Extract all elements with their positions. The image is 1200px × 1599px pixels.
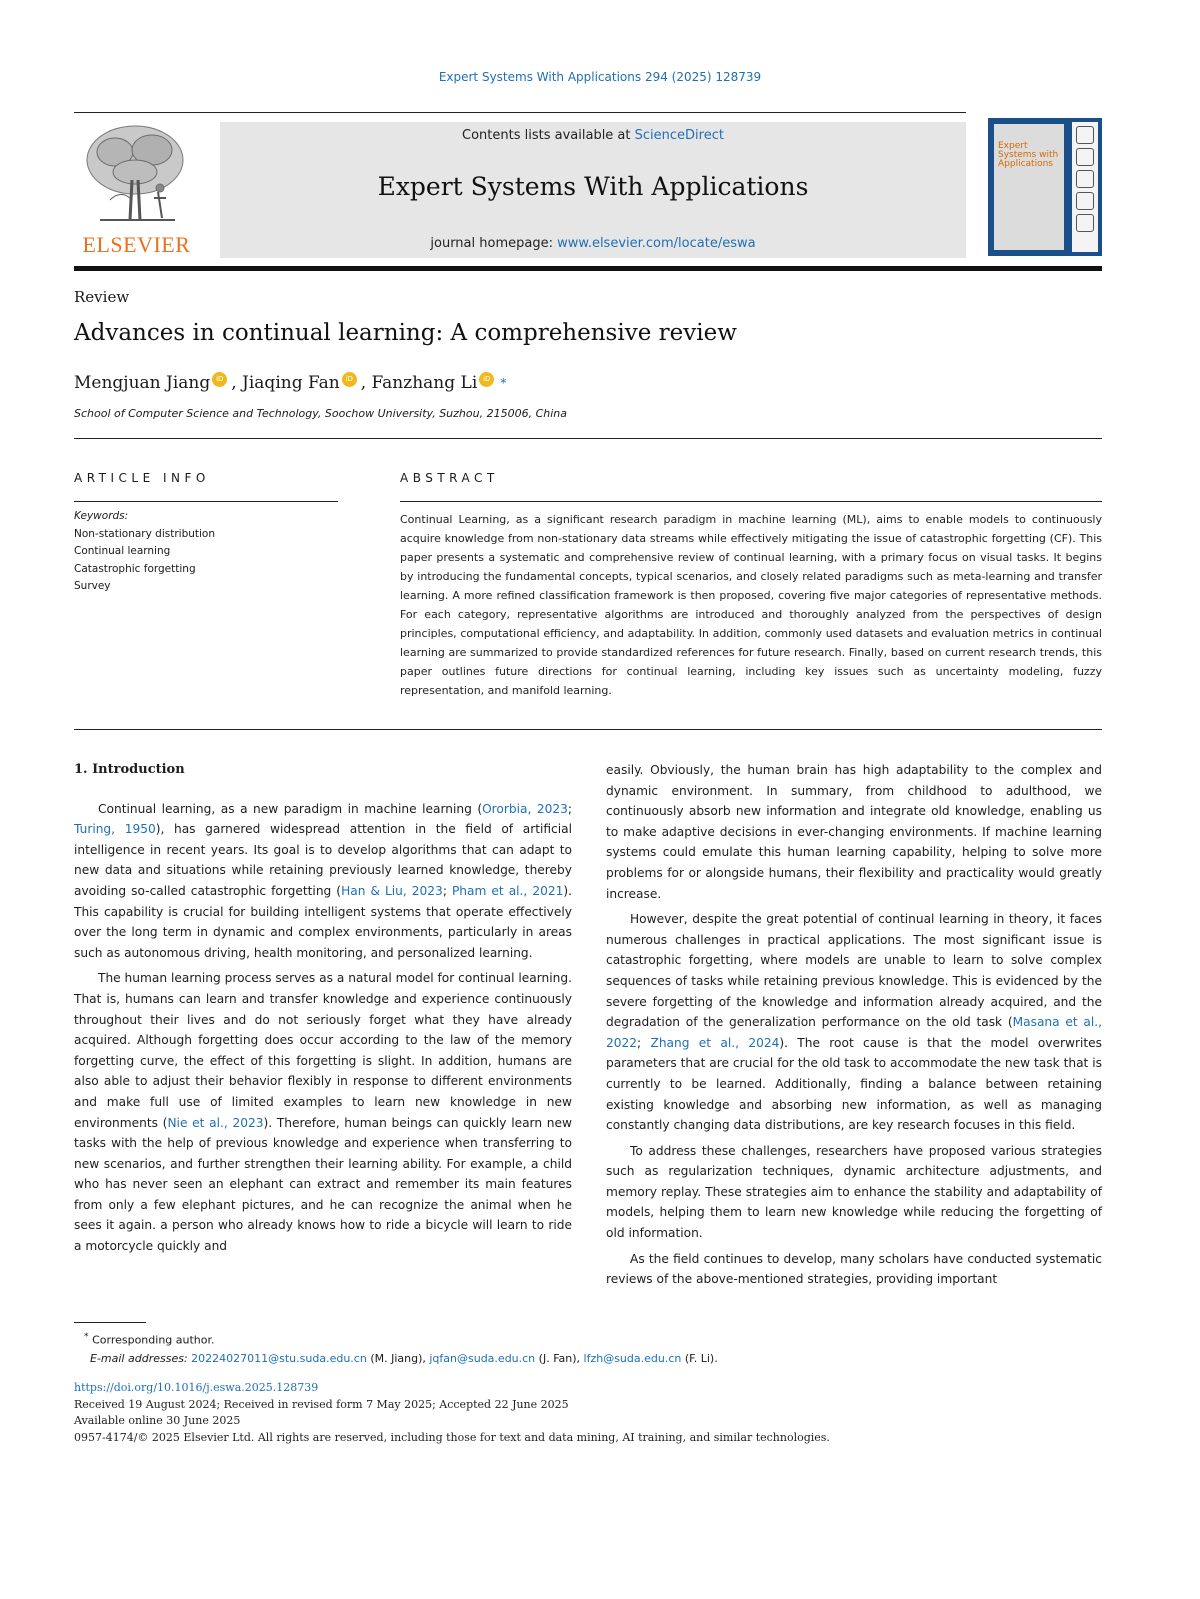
footnote-emails — [74, 1350, 1102, 1368]
abstract-divider — [400, 501, 1102, 502]
orcid-icon[interactable]: iD — [479, 372, 494, 387]
homepage-prefix: journal homepage: — [430, 236, 558, 251]
abstract-bottom-divider — [74, 729, 1102, 730]
paragraph: As the field continues to develop, many scholars have conducted systematic reviews of the above-mentioned strategies, providing important — [606, 1251, 1102, 1287]
article-title: Advances in continual learning: A comprehensive review — [74, 320, 737, 346]
email-owner: (M. Jiang), — [370, 1351, 426, 1365]
keyword: Continual learning — [74, 545, 171, 557]
section-heading-introduction: 1. Introduction — [74, 762, 185, 777]
cover-title: Expert Systems with Applications — [998, 141, 1059, 169]
orcid-icon[interactable]: iD — [212, 372, 227, 387]
available-online: Available online 30 June 2025 — [74, 1414, 241, 1427]
author-separator: , — [360, 372, 367, 393]
keyword: Survey — [74, 580, 111, 592]
masthead-divider — [74, 266, 1102, 271]
footnote-mark: * — [84, 1331, 89, 1342]
keywords-block — [74, 508, 215, 596]
copyright: 0957-4174/© 2025 Elsevier Ltd. All rights are reserved, including those for text and data mining, AI training, and similar technologies. — [74, 1430, 830, 1444]
publisher-name: ELSEVIER — [82, 232, 191, 257]
paragraph: Continual learning, as a new paradigm in machine learning (Ororbia, 2023; Turing, 1950), has garnered widespread attention in the field of artificial intelligence in recent years. Its goal is to develop algorithms that can adapt to new data and situations while retaining previously learned knowledge, thereby avoiding so-called catastrophic forgetting (Han & Liu, 2023; Pham et al., 2021). This capability is crucial for building intelligent systems that operate effectively over the long term in dynamic and complex environments, particularly in areas such as autonomous driving, health monitoring, and personalized learning. — [74, 801, 572, 960]
email-link[interactable]: 20224027011@stu.suda.edu.cn — [191, 1351, 367, 1365]
author-name[interactable]: Mengjuan Jiang — [74, 372, 211, 393]
paragraph: The human learning process serves as a natural model for continual learning. That is, humans can learn and transfer knowledge and experience continuously throughout their lives and do not seriously forget what they have already acquired. Although forgetting does occur according to the law of the memory forgetting curve, the effect of this forgetting is slight. In addition, humans are also able to adjust their behavior flexibly in response to different environments and make full use of limited examples to learn new knowledge in new environments (Nie et al., 2023). Therefore, human beings can quickly learn new tasks with the help of previous knowledge and experience when transferring to new scenarios, and further strengthen their learning ability. For example, a child who has never seen an elephant can extract and remember its main features from only a few elephant pictures, and he can recognize the animal when he sees it again. a person who already knows how to ride a bicycle will learn to ride a motorcycle quickly and — [74, 971, 572, 1254]
footnote-corresponding-text: Corresponding author. — [92, 1333, 215, 1347]
elsevier-logo — [74, 120, 199, 260]
cover-icon — [1076, 192, 1094, 210]
paragraph: easily. Obviously, the human brain has high adaptability to the complex and dynamic environment. In summary, from childhood to adulthood, we continuously absorb new information and integrate old knowledge, enabling us to make adaptive decisions in ever-changing environments. If machine learning systems could emulate this human learning capability, helping to solve more problems for or alongside humans, their flexibility and practicality would greatly increase. — [606, 763, 1102, 901]
citation-link[interactable]: Nie et al., 2023 — [167, 1115, 264, 1130]
article-type: Review — [74, 288, 130, 306]
journal-homepage-link[interactable]: www.elsevier.com/locate/eswa — [557, 236, 756, 251]
email-owner: (J. Fan), — [538, 1351, 581, 1365]
journal-title: Expert Systems With Applications — [377, 172, 809, 201]
homepage-line — [220, 236, 966, 251]
sciencedirect-link[interactable]: ScienceDirect — [634, 128, 724, 143]
elsevier-tree-icon — [80, 120, 190, 232]
email-label: E-mail addresses: — [90, 1351, 188, 1365]
citation-link[interactable]: Han & Liu, 2023 — [341, 883, 443, 898]
cover-icon — [1076, 126, 1094, 144]
email-link[interactable]: lfzh@suda.edu.cn — [583, 1351, 682, 1365]
email-owner: (F. Li). — [684, 1351, 718, 1365]
orcid-icon[interactable]: iD — [342, 372, 357, 387]
author-name[interactable]: Jiaqing Fan — [242, 372, 340, 393]
keywords-label: Keywords: — [74, 510, 129, 522]
cover-icon — [1076, 170, 1094, 188]
author-name[interactable]: Fanzhang Li — [371, 372, 478, 393]
email-link[interactable]: jqfan@suda.edu.cn — [429, 1351, 536, 1365]
citation-link[interactable]: Zhang et al., 2024 — [650, 1035, 780, 1050]
cover-icon-strip — [1072, 122, 1098, 252]
paragraph: However, despite the great potential of continual learning in theory, it faces numerous challenges in practical applications. The most significant issue is catastrophic forgetting, where models are unable to learn to solve complex sequences of tasks while retaining previous knowledge. This is evidenced by the severe forgetting of the knowledge and information already acquired, and the degradation of the generalization performance on the old task (Masana et al., 2022; Zhang et al., 2024). The root cause is that the model overwrites parameters that are crucial for the old task to accommodate the new task that is currently to be learned. Additionally, finding a balance between retaining existing knowledge and absorbing new information, as well as managing constantly changing data distributions, are key research focuses in this field. — [606, 912, 1102, 1133]
paragraph: To address these challenges, researchers have proposed various strategies such as regularization techniques, dynamic architecture adjustments, and memory replay. These strategies aim to enhance the stability and adaptability of models, helping them to learn new knowledge while reducing the forgetting of old information. — [606, 1143, 1102, 1241]
cover-icon — [1076, 148, 1094, 166]
journal-masthead — [220, 122, 966, 258]
affiliation-divider — [74, 438, 1102, 439]
author-list — [74, 372, 506, 393]
doi-link[interactable]: https://doi.org/10.1016/j.eswa.2025.128739 — [74, 1381, 319, 1394]
abstract-heading: ABSTRACT — [400, 471, 499, 485]
author-separator: , — [231, 372, 237, 393]
publication-info — [74, 1380, 1102, 1446]
keyword: Non-stationary distribution — [74, 527, 215, 540]
article-info-heading: ARTICLE INFO — [74, 471, 210, 485]
header-divider — [74, 112, 966, 113]
body-column-right — [606, 760, 1102, 1295]
contents-line — [220, 128, 966, 143]
citation-link[interactable]: Masana et al., 2022 — [606, 1015, 1102, 1050]
affiliation: School of Computer Science and Technology, Soochow University, Suzhou, 215006, China — [74, 407, 568, 420]
abstract-text: Continual Learning, as a significant research paradigm in machine learning (ML), aims to enable models to continuously acquire knowledge from non-stationary data streams while effectively mitigating the issue of catastrophic forgetting (CF). This paper presents a systematic and comprehensive review of continual learning, with a primary focus on visual tasks. It begins by introducing the fundamental concepts, typical scenarios, and closely related paradigms such as meta-learning and transfer learning. A more refined classification framework is then proposed, covering five major categories of representative methods. For each category, representative algorithms are introduced and thoroughly analyzed from the perspectives of design principles, computational efficiency, and adaptability. In addition, commonly used datasets and evaluation metrics in continual learning are summarized to provide standardized references for future research. Finally, based on current research trends, this paper outlines future directions for continual learning, including key issues such as uncertainty modeling, fuzzy representation, and manifold learning. — [400, 513, 1102, 697]
body-column-left — [74, 760, 572, 1262]
journal-reference-link[interactable]: Expert Systems With Applications 294 (2025) 128739 — [438, 70, 762, 84]
cover-icon — [1076, 214, 1094, 232]
corresponding-author-mark[interactable]: * — [500, 375, 507, 390]
footnote-divider — [74, 1322, 146, 1323]
contents-prefix: Contents lists available at — [462, 128, 635, 143]
journal-cover-thumbnail[interactable] — [988, 118, 1102, 256]
received-dates: Received 19 August 2024; Received in revised form 7 May 2025; Accepted 22 June 2025 — [74, 1397, 569, 1411]
keyword: Catastrophic forgetting — [74, 562, 196, 575]
cover-panel — [994, 124, 1064, 250]
footnote-corresponding — [74, 1328, 1102, 1350]
citation-link[interactable]: Turing, 1950 — [74, 822, 156, 837]
citation-link[interactable]: Pham et al., 2021 — [451, 883, 564, 898]
citation-link[interactable]: Ororbia, 2023 — [482, 801, 568, 816]
article-info-divider — [74, 501, 338, 502]
footnote — [74, 1328, 1102, 1368]
